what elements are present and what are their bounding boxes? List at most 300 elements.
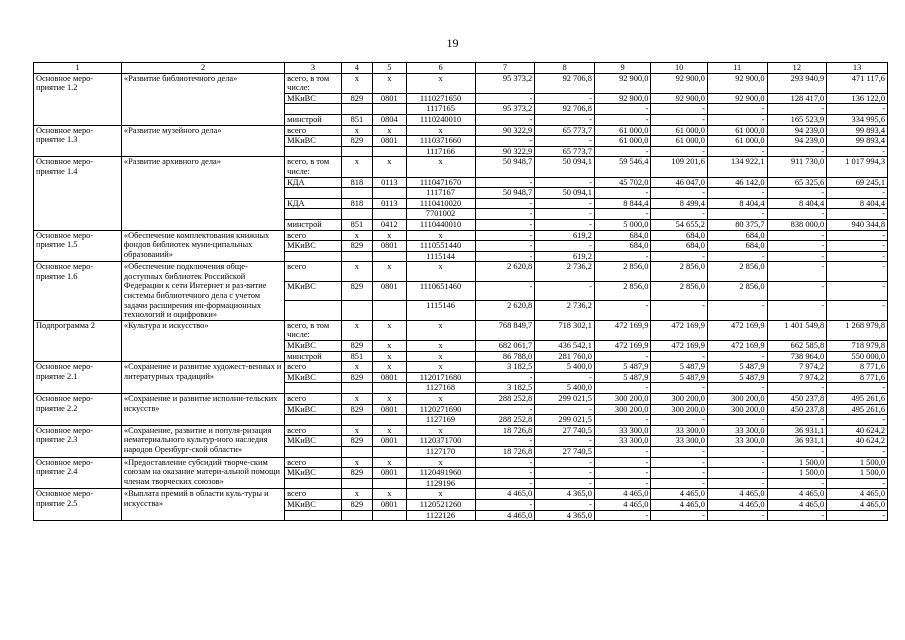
amount-cell: 293 940,9 (767, 73, 827, 93)
code-cell: x (341, 425, 372, 436)
csr-cell: 1120171680 (406, 372, 475, 383)
code-cell: x (373, 457, 406, 468)
amount-cell: 86 788,0 (475, 351, 535, 362)
amount-cell: - (594, 446, 651, 457)
column-header: 3 (285, 63, 342, 74)
amount-cell: 4 465,0 (707, 499, 767, 510)
code-cell: x (373, 320, 406, 340)
measure-name: «Сохранение и развитие художест-венных и литературных традиций» (121, 362, 284, 394)
executor-cell: всего (285, 489, 342, 500)
amount-cell: - (535, 177, 595, 188)
executor-cell: МКиВС (285, 468, 342, 479)
amount-cell: - (707, 114, 767, 125)
amount-cell: 8 404,4 (767, 198, 827, 209)
header-row (34, 63, 888, 74)
amount-cell: - (535, 478, 595, 489)
executor-cell: всего (285, 262, 342, 282)
amount-cell: 684,0 (707, 230, 767, 241)
amount-cell: - (475, 281, 535, 301)
amount-cell: - (651, 415, 708, 426)
amount-cell: 65 773,7 (535, 125, 595, 136)
csr-cell: x (406, 320, 475, 340)
measure-label: Основное меро-приятие 2.2 (34, 394, 122, 426)
code-cell: x (341, 262, 372, 282)
column-header: 5 (373, 63, 406, 74)
amount-cell: 300 200,0 (651, 394, 708, 405)
executor-cell: всего (285, 457, 342, 468)
amount-cell: - (535, 209, 595, 220)
measure-label: Основное меро-приятие 2.5 (34, 489, 122, 521)
amount-cell: - (707, 351, 767, 362)
code-cell: x (373, 341, 406, 352)
csr-cell: 1117166 (406, 146, 475, 157)
amount-cell: 33 300,0 (651, 436, 708, 447)
measure-label: Основное меро-приятие 2.1 (34, 362, 122, 394)
executor-cell: МКиВС (285, 93, 342, 104)
code-cell: 829 (341, 341, 372, 352)
amount-cell: 4 365,0 (535, 489, 595, 500)
amount-cell: 8 771,6 (827, 362, 888, 373)
amount-cell: 4 465,0 (475, 489, 535, 500)
amount-cell: 50 948,7 (475, 157, 535, 177)
amount-cell: - (535, 372, 595, 383)
amount-cell: 92 706,8 (535, 104, 595, 115)
amount-cell: 3 182,5 (475, 362, 535, 373)
amount-cell: 471 117,6 (827, 73, 888, 93)
amount-cell: - (827, 209, 888, 220)
executor-cell: КДА (285, 198, 342, 209)
amount-cell: - (535, 499, 595, 510)
code-cell (341, 301, 372, 321)
code-cell: x (341, 320, 372, 340)
code-cell (373, 146, 406, 157)
amount-cell: 838 000,0 (767, 219, 827, 230)
amount-cell: - (475, 457, 535, 468)
code-cell (373, 478, 406, 489)
amount-cell: 134 922,1 (707, 157, 767, 177)
amount-cell: 92 900,0 (594, 93, 651, 104)
amount-cell: - (594, 146, 651, 157)
csr-cell: 1115144 (406, 251, 475, 262)
amount-cell: 1 500,0 (827, 457, 888, 468)
column-header: 6 (406, 63, 475, 74)
executor-cell (285, 188, 342, 199)
amount-cell: 33 300,0 (707, 425, 767, 436)
amount-cell: 61 000,0 (651, 125, 708, 136)
amount-cell: 5 000,0 (594, 219, 651, 230)
code-cell (373, 510, 406, 521)
amount-cell: 5 487,9 (594, 372, 651, 383)
amount-cell: 5 487,9 (707, 362, 767, 373)
amount-cell: 4 465,0 (767, 499, 827, 510)
csr-cell: x (406, 125, 475, 136)
amount-cell: 65 325,6 (767, 177, 827, 188)
executor-cell (285, 478, 342, 489)
amount-cell: 684,0 (707, 241, 767, 252)
amount-cell: - (475, 468, 535, 479)
amount-cell: - (535, 93, 595, 104)
amount-cell: - (651, 209, 708, 220)
amount-cell: 40 624,2 (827, 425, 888, 436)
table-row (34, 457, 888, 468)
amount-cell: - (594, 209, 651, 220)
csr-cell: 7701002 (406, 209, 475, 220)
amount-cell: 281 760,0 (535, 351, 595, 362)
executor-cell: КДА (285, 177, 342, 188)
column-header: 13 (827, 63, 888, 74)
executor-cell (285, 251, 342, 262)
amount-cell: 54 655,2 (651, 219, 708, 230)
amount-cell: 61 000,0 (594, 125, 651, 136)
column-header: 4 (341, 63, 372, 74)
amount-cell: 33 300,0 (651, 425, 708, 436)
amount-cell: 2 620,8 (475, 301, 535, 321)
amount-cell: 299 021,5 (535, 394, 595, 405)
amount-cell: - (651, 457, 708, 468)
code-cell: 0804 (373, 114, 406, 125)
amount-cell: - (475, 499, 535, 510)
amount-cell: 33 300,0 (707, 436, 767, 447)
amount-cell: 5 400,0 (535, 383, 595, 394)
amount-cell: 36 931,1 (767, 425, 827, 436)
column-header: 7 (475, 63, 535, 74)
executor-cell: минстрой (285, 351, 342, 362)
amount-cell: - (535, 198, 595, 209)
code-cell: x (373, 351, 406, 362)
amount-cell: 4 465,0 (707, 489, 767, 500)
amount-cell: - (651, 446, 708, 457)
page-number: 19 (446, 36, 459, 50)
executor-cell (285, 383, 342, 394)
amount-cell: 27 740,5 (535, 446, 595, 457)
amount-cell: - (594, 510, 651, 521)
amount-cell: - (535, 457, 595, 468)
measure-label: Основное меро-приятие 1.5 (34, 230, 122, 262)
amount-cell: 2 736,2 (535, 301, 595, 321)
amount-cell: 472 169,9 (651, 341, 708, 352)
amount-cell: 27 740,5 (535, 425, 595, 436)
code-cell: 829 (341, 372, 372, 383)
amount-cell: 288 252,8 (475, 415, 535, 426)
amount-cell: 2 856,0 (707, 262, 767, 282)
amount-cell: 50 948,7 (475, 188, 535, 199)
code-cell: 829 (341, 404, 372, 415)
code-cell: x (373, 125, 406, 136)
table-row (34, 262, 888, 282)
amount-cell: 300 200,0 (651, 404, 708, 415)
amount-cell: 4 465,0 (475, 510, 535, 521)
code-cell: 851 (341, 351, 372, 362)
csr-cell: 1110410020 (406, 198, 475, 209)
amount-cell: 92 900,0 (594, 73, 651, 93)
amount-cell: 61 000,0 (594, 136, 651, 147)
executor-cell: МКиВС (285, 341, 342, 352)
table-row (34, 157, 888, 177)
csr-cell: 1117165 (406, 104, 475, 115)
amount-cell: - (707, 383, 767, 394)
executor-cell (285, 510, 342, 521)
amount-cell: - (827, 251, 888, 262)
amount-cell: 940 344,8 (827, 219, 888, 230)
amount-cell: 436 542,1 (535, 341, 595, 352)
amount-cell: 50 094,1 (535, 157, 595, 177)
amount-cell: - (767, 104, 827, 115)
amount-cell: - (707, 468, 767, 479)
measure-label: Основное меро-приятие 1.2 (34, 73, 122, 125)
code-cell: x (341, 157, 372, 177)
executor-cell (285, 209, 342, 220)
code-cell (341, 510, 372, 521)
amount-cell: - (827, 478, 888, 489)
amount-cell: 109 201,6 (651, 157, 708, 177)
amount-cell: 4 365,0 (535, 510, 595, 521)
csr-cell: 1110440010 (406, 219, 475, 230)
code-cell: 818 (341, 198, 372, 209)
code-cell: 829 (341, 136, 372, 147)
amount-cell: 8 404,4 (707, 198, 767, 209)
code-cell: 851 (341, 219, 372, 230)
amount-cell: - (827, 301, 888, 321)
amount-cell: 2 736,2 (535, 262, 595, 282)
code-cell: x (341, 230, 372, 241)
measure-name: «Обеспечение комплектования книжных фондов библиотек муни-ципальных образований» (121, 230, 284, 262)
amount-cell: 8 771,6 (827, 372, 888, 383)
code-cell: x (373, 362, 406, 373)
amount-cell: - (767, 510, 827, 521)
amount-cell: - (651, 478, 708, 489)
code-cell (341, 251, 372, 262)
amount-cell: 4 465,0 (594, 489, 651, 500)
measure-name: «Предоставление субсидий творче-ским союзам на оказание матери-альной помощи членам творческих союзов» (121, 457, 284, 489)
measure-name: «Выплата премий в области куль-туры и искусства» (121, 489, 284, 521)
csr-cell: 1120491960 (406, 468, 475, 479)
amount-cell: 92 900,0 (651, 93, 708, 104)
amount-cell: 911 730,0 (767, 157, 827, 177)
amount-cell: 92 900,0 (707, 93, 767, 104)
code-cell: 0801 (373, 404, 406, 415)
amount-cell: 684,0 (651, 241, 708, 252)
amount-cell: 80 375,7 (707, 219, 767, 230)
amount-cell: 61 000,0 (707, 125, 767, 136)
measure-label: Подпрограмма 2 (34, 320, 122, 361)
code-cell: x (341, 362, 372, 373)
measure-name: «Развитие музейного дела» (121, 125, 284, 157)
measure-name: «Сохранение и развитие исполни-тельских искусств» (121, 394, 284, 426)
measure-label: Основное меро-приятие 1.4 (34, 157, 122, 230)
measure-label: Основное меро-приятие 2.4 (34, 457, 122, 489)
amount-cell: - (651, 104, 708, 115)
amount-cell: - (767, 415, 827, 426)
amount-cell: 128 417,0 (767, 93, 827, 104)
code-cell: 0113 (373, 198, 406, 209)
table-row (34, 425, 888, 436)
amount-cell: - (475, 198, 535, 209)
amount-cell: 5 400,0 (535, 362, 595, 373)
amount-cell: 33 300,0 (594, 425, 651, 436)
amount-cell: 738 964,0 (767, 351, 827, 362)
column-header: 2 (121, 63, 284, 74)
amount-cell: 472 169,9 (651, 320, 708, 340)
amount-cell: 4 465,0 (594, 499, 651, 510)
executor-cell: МКиВС (285, 436, 342, 447)
amount-cell: 94 239,0 (767, 125, 827, 136)
code-cell (341, 478, 372, 489)
code-cell (341, 209, 372, 220)
amount-cell: - (827, 510, 888, 521)
amount-cell: 495 261,6 (827, 394, 888, 405)
executor-cell (285, 104, 342, 115)
csr-cell: x (406, 157, 475, 177)
amount-cell: 450 237,8 (767, 404, 827, 415)
executor-cell: всего, в том числе: (285, 73, 342, 93)
amount-cell: 90 322,9 (475, 125, 535, 136)
amount-cell: 95 373,2 (475, 73, 535, 93)
csr-cell: 1120371700 (406, 436, 475, 447)
amount-cell: - (707, 478, 767, 489)
amount-cell: 1 401 549,8 (767, 320, 827, 340)
amount-cell: - (707, 510, 767, 521)
code-cell: x (373, 394, 406, 405)
code-cell (373, 301, 406, 321)
csr-cell: 1110371660 (406, 136, 475, 147)
amount-cell: - (594, 104, 651, 115)
code-cell (341, 146, 372, 157)
amount-cell: - (535, 136, 595, 147)
code-cell: x (341, 394, 372, 405)
amount-cell: 2 856,0 (651, 281, 708, 301)
code-cell: 0801 (373, 241, 406, 252)
amount-cell: 7 974,2 (767, 362, 827, 373)
code-cell (341, 415, 372, 426)
amount-cell: - (767, 251, 827, 262)
amount-cell: 1 017 994,3 (827, 157, 888, 177)
code-cell (373, 251, 406, 262)
amount-cell: - (475, 136, 535, 147)
code-cell: 0801 (373, 281, 406, 301)
amount-cell: 2 856,0 (707, 281, 767, 301)
amount-cell: - (475, 436, 535, 447)
amount-cell: - (767, 383, 827, 394)
amount-cell: 495 261,6 (827, 404, 888, 415)
amount-cell: - (475, 93, 535, 104)
amount-cell: 1 500,0 (827, 468, 888, 479)
amount-cell: - (827, 281, 888, 301)
column-header: 1 (34, 63, 122, 74)
csr-cell: 1110240010 (406, 114, 475, 125)
amount-cell: - (594, 457, 651, 468)
amount-cell: 50 094,1 (535, 188, 595, 199)
amount-cell: 2 856,0 (651, 262, 708, 282)
csr-cell: x (406, 362, 475, 373)
amount-cell: - (594, 478, 651, 489)
measure-label: Основное меро-приятие 2.3 (34, 425, 122, 457)
csr-cell: 1120271690 (406, 404, 475, 415)
code-cell (341, 104, 372, 115)
code-cell (341, 383, 372, 394)
amount-cell: 334 995,6 (827, 114, 888, 125)
measure-name: «Сохранение, развитие и популя-ризация нематериального культур-ного наследия народов Оренбург-ской области» (121, 425, 284, 457)
amount-cell: 18 726,8 (475, 446, 535, 457)
amount-cell: 5 487,9 (707, 372, 767, 383)
amount-cell: - (707, 301, 767, 321)
executor-cell (285, 446, 342, 457)
amount-cell: - (767, 230, 827, 241)
amount-cell: 92 900,0 (651, 73, 708, 93)
measure-name: «Обеспечение подключения обще-доступных библиотек Российской Федерации к сети Интернет и раз-витие системы библиотечного дела с учетом задачи расширения ин-формационных технологий и оцифровки» (121, 262, 284, 321)
amount-cell: 61 000,0 (707, 136, 767, 147)
amount-cell: - (707, 415, 767, 426)
measure-name: «Развитие архивного дела» (121, 157, 284, 230)
amount-cell: 4 465,0 (827, 499, 888, 510)
csr-cell: 1110551440 (406, 241, 475, 252)
amount-cell: 61 000,0 (651, 136, 708, 147)
amount-cell: 94 239,0 (767, 136, 827, 147)
amount-cell: - (475, 114, 535, 125)
table-row (34, 362, 888, 373)
amount-cell: 136 122,0 (827, 93, 888, 104)
code-cell (373, 104, 406, 115)
code-cell: x (341, 125, 372, 136)
amount-cell: 684,0 (651, 230, 708, 241)
budget-table (33, 62, 888, 521)
amount-cell: 99 893,4 (827, 125, 888, 136)
amount-cell: - (594, 251, 651, 262)
amount-cell: - (594, 383, 651, 394)
amount-cell: 472 169,9 (594, 320, 651, 340)
csr-cell: x (406, 457, 475, 468)
column-header: 11 (707, 63, 767, 74)
executor-cell: всего (285, 125, 342, 136)
column-header: 9 (594, 63, 651, 74)
column-header: 12 (767, 63, 827, 74)
code-cell (341, 446, 372, 457)
amount-cell: - (707, 188, 767, 199)
amount-cell: 5 487,9 (594, 362, 651, 373)
amount-cell: - (594, 415, 651, 426)
amount-cell: 40 624,2 (827, 436, 888, 447)
amount-cell: - (827, 188, 888, 199)
amount-cell: - (594, 188, 651, 199)
csr-cell: 1110471670 (406, 177, 475, 188)
amount-cell: 69 245,1 (827, 177, 888, 188)
amount-cell: - (707, 209, 767, 220)
amount-cell: - (594, 301, 651, 321)
code-cell: 0801 (373, 93, 406, 104)
executor-cell: МКиВС (285, 404, 342, 415)
amount-cell: - (767, 146, 827, 157)
amount-cell: - (827, 104, 888, 115)
executor-cell: всего (285, 425, 342, 436)
amount-cell: - (827, 230, 888, 241)
code-cell (373, 383, 406, 394)
amount-cell: - (475, 177, 535, 188)
amount-cell: 662 585,8 (767, 341, 827, 352)
code-cell: x (341, 489, 372, 500)
amount-cell: - (475, 372, 535, 383)
amount-cell: 718 302,1 (535, 320, 595, 340)
amount-cell: - (767, 446, 827, 457)
amount-cell: 718 979,8 (827, 341, 888, 352)
code-cell: 0801 (373, 436, 406, 447)
amount-cell: 90 322,9 (475, 146, 535, 157)
amount-cell: - (707, 146, 767, 157)
code-cell: 829 (341, 93, 372, 104)
code-cell: 818 (341, 177, 372, 188)
executor-cell: минстрой (285, 219, 342, 230)
amount-cell: - (651, 188, 708, 199)
code-cell: 0801 (373, 136, 406, 147)
code-cell: x (373, 262, 406, 282)
